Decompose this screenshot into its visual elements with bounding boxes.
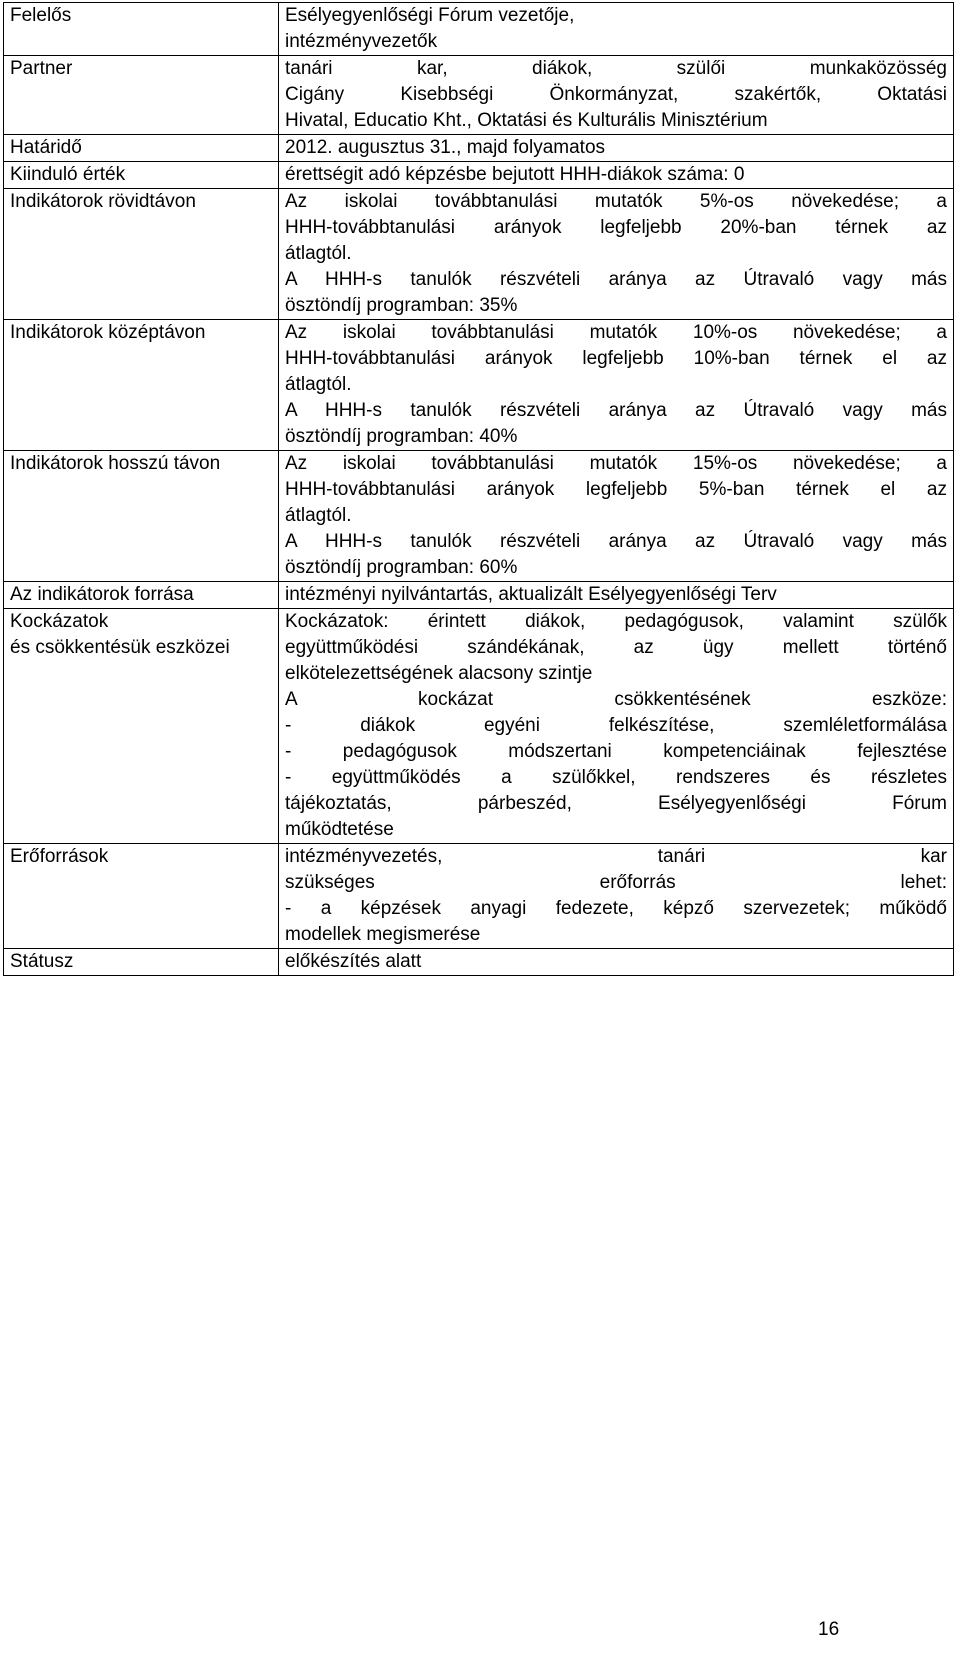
table-row: [4, 3, 954, 56]
row-label: Partner: [4, 56, 279, 135]
row-label: Felelős: [4, 3, 279, 56]
row-label: Erőforrások: [4, 844, 279, 949]
table-row: [4, 56, 954, 135]
row-value: tanári kar, diákok, szülői munkaközösség Cigány Kisebbségi Önkormányzat, szakértők, Oktatási Hivatal, Educatio Kht., Oktatási és Kulturális Minisztérium: [279, 56, 954, 135]
row-label: Indikátorok középtávon: [4, 320, 279, 451]
row-value: Az iskolai továbbtanulási mutatók 5%-os növekedése; a HHH-továbbtanulási arányok legfeljebb 20%-ban térnek az átlagtól. A HHH-s tanulók részvételi aránya az Útravaló vagy más ösztöndíj programban: 35%: [279, 189, 954, 320]
table-row: [4, 844, 954, 949]
row-value: érettségit adó képzésbe bejutott HHH-diákok száma: 0: [279, 162, 954, 189]
table-row: [4, 189, 954, 320]
row-label: Az indikátorok forrása: [4, 582, 279, 609]
row-value: intézményvezetés, tanári kar szükséges erőforrás lehet: - a képzések anyagi fedezete, képző szervezetek; működő modellek megismerése: [279, 844, 954, 949]
row-label: Indikátorok rövidtávon: [4, 189, 279, 320]
table-row: [4, 582, 954, 609]
row-label: Határidő: [4, 135, 279, 162]
row-value: előkészítés alatt: [279, 949, 954, 976]
row-label: Kockázatok és csökkentésük eszközei: [4, 609, 279, 844]
row-label: Indikátorok hosszú távon: [4, 451, 279, 582]
page-number: 16: [818, 1619, 840, 1640]
row-value: Az iskolai továbbtanulási mutatók 15%-os növekedése; a HHH-továbbtanulási arányok legfeljebb 5%-ban térnek el az átlagtól. A HHH-s tanulók részvételi aránya az Útravaló vagy más ösztöndíj programban: 60%: [279, 451, 954, 582]
table-row: [4, 320, 954, 451]
table-row: [4, 451, 954, 582]
table-row: [4, 949, 954, 976]
row-value: Esélyegyenlőségi Fórum vezetője, intézményvezetők: [279, 3, 954, 56]
table-row: [4, 609, 954, 844]
row-label: Státusz: [4, 949, 279, 976]
row-value: intézményi nyilvántartás, aktualizált Esélyegyenlőségi Terv: [279, 582, 954, 609]
row-value: Kockázatok: érintett diákok, pedagógusok, valamint szülők együttműködési szándékának, az ügy mellett történő elkötelezettségének alacsony szintje A kockázat csökkentésének eszköze: - diákok egyéni felkészítése, szemléletformálása - pedagógusok módszertani kompetenciáinak fejlesztése - együttműködés a szülőkkel, rendszeres és részletes tájékoztatás, párbeszéd, Esélyegyenlőségi Fórum működtetése: [279, 609, 954, 844]
row-value: 2012. augusztus 31., majd folyamatos: [279, 135, 954, 162]
row-value: Az iskolai továbbtanulási mutatók 10%-os növekedése; a HHH-továbbtanulási arányok legfeljebb 10%-ban térnek el az átlagtól. A HHH-s tanulók részvételi aránya az Útravaló vagy más ösztöndíj programban: 40%: [279, 320, 954, 451]
row-label: Kiinduló érték: [4, 162, 279, 189]
table-row: [4, 162, 954, 189]
table-row: [4, 135, 954, 162]
indicator-table: [3, 2, 954, 976]
